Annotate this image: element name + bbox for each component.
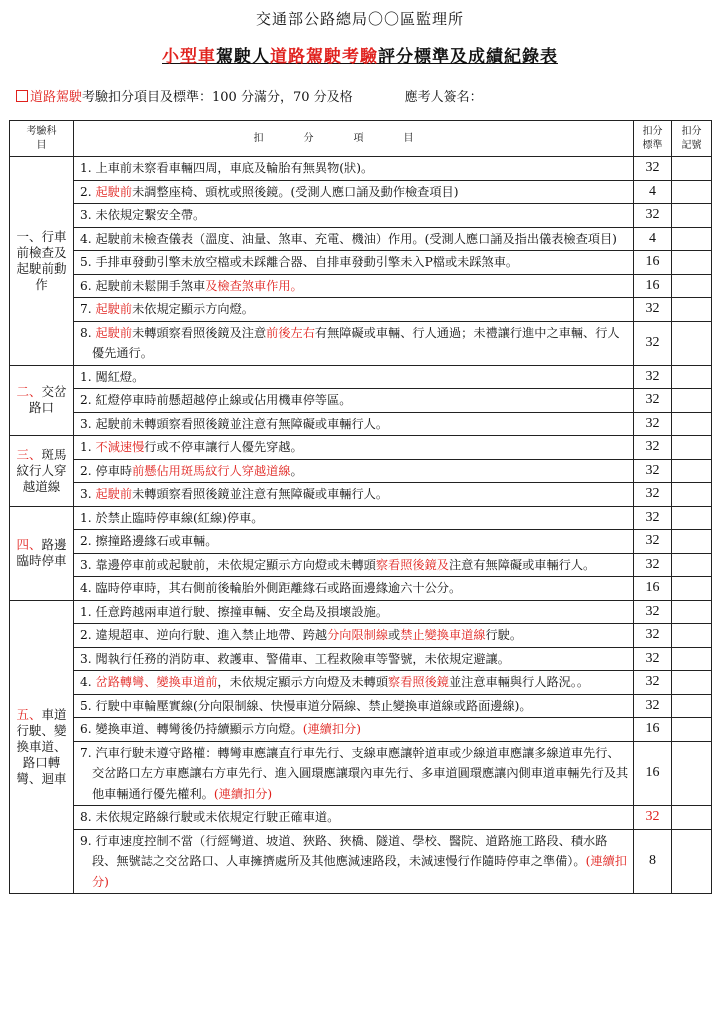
record-cell[interactable] [672,365,712,389]
table-row [10,577,712,601]
record-cell[interactable] [672,806,712,830]
header-items: 扣分項目 [74,121,634,157]
item-text [80,484,629,505]
item-cell [74,412,634,436]
deduct-score: 32 [634,530,672,554]
item-text-part: 行駛。 [485,628,523,642]
item-cell [74,298,634,322]
category-cell [10,506,74,600]
record-cell[interactable] [672,436,712,460]
table-row [10,506,712,530]
deduct-score: 32 [634,459,672,483]
deduct-score: 32 [634,412,672,436]
item-cell [74,829,634,894]
item-cell [74,459,634,483]
table-row [10,553,712,577]
deduct-score: 32 [634,671,672,695]
deduct-score: 32 [634,647,672,671]
table-row [10,741,712,806]
item-text-part: 1. 任意跨越兩車道行駛、擦撞車輛、安全島及損壞設施。 [80,604,389,619]
table-row [10,274,712,298]
table-header-row [10,121,712,157]
item-cell [74,671,634,695]
item-text [80,531,629,552]
item-text-part: 8. [80,325,96,340]
category-label: 斑馬紋行人穿越道線 [16,446,67,494]
item-text [80,672,629,693]
item-cell [74,436,634,460]
record-cell[interactable] [672,389,712,413]
info-label: 考驗扣分項目及標準：100 分滿分，70 分及格 [82,90,353,105]
deduct-score: 32 [634,389,672,413]
table-row [10,694,712,718]
record-cell[interactable] [672,553,712,577]
item-text-part: 前後左右 [266,325,315,340]
item-text-part: 3. 靠邊停車前或起駛前，未依規定顯示方向燈或未轉頭 [80,557,376,572]
item-text-part: 有無障礙或車輛、行人通過；未禮讓行進中之車輛、行人優先通行。 [92,325,620,360]
examinee-signature-label: 應考人簽名： [404,90,483,105]
record-cell[interactable] [672,227,712,251]
item-text-part: 1. 上車前未察看車輛四周，車底及輪胎有無異物(狀)。 [80,161,374,175]
item-text-part: 1. 闖紅燈。 [80,369,145,384]
item-text [80,831,629,893]
item-text [80,252,629,273]
table-row [10,227,712,251]
deduct-score: 32 [634,600,672,624]
item-text-part: 2. [80,184,96,199]
item-text [80,508,629,529]
item-text [80,437,629,458]
item-text-part: (連續扣分) [213,786,273,801]
item-text-part: 2. 違規超車、逆向行駛、進入禁止地帶、跨越 [80,628,328,642]
item-text-part: 察看照後鏡及 [375,557,449,572]
table-row [10,298,712,322]
category-cell [10,600,74,894]
category-label: 車道行駛、變換車道、路口轉彎、迴車 [16,706,67,786]
record-cell[interactable] [672,298,712,322]
record-cell[interactable] [672,600,712,624]
deduct-score: 16 [634,274,672,298]
deduct-score: 32 [634,204,672,228]
item-text [80,158,629,179]
category-label: 交岔路口 [28,384,67,416]
table-row [10,806,712,830]
deduct-score: 32 [634,506,672,530]
category-cell [10,157,74,366]
item-cell [74,741,634,806]
organization-name: 交通部公路總局〇〇區監理所 [255,10,464,28]
item-cell [74,365,634,389]
item-text-part: 起駛前 [95,184,133,199]
table-row [10,321,712,365]
item-text-part: 察看照後鏡 [388,675,449,689]
header-record: 扣分記號 [672,121,712,157]
item-cell [74,530,634,554]
item-text [80,205,629,226]
item-text [80,323,629,364]
item-text [80,602,629,623]
record-cell[interactable] [672,694,712,718]
table-row [10,459,712,483]
item-cell [74,624,634,648]
record-cell[interactable] [672,506,712,530]
item-text-part: 行或不停車讓行人優先穿越。 [144,440,303,454]
category-number: 二、 [16,384,42,400]
item-text [80,276,629,297]
item-text [80,649,629,670]
deduct-score: 32 [634,365,672,389]
deduct-score: 32 [634,321,672,365]
item-cell [74,389,634,413]
item-text-part: 4. [80,675,96,689]
item-text-part: 4. 臨時停車時，其右側前後輪胎外側距離緣石或路面邊緣逾六十公分。 [80,581,462,595]
table-row [10,647,712,671]
item-text [80,625,629,646]
item-text-part: 分向限制線 [327,628,389,642]
item-text-part: 岔路轉彎、變換車道前 [95,675,218,689]
item-text [80,719,629,740]
item-cell [74,577,634,601]
item-text-part: 5. 行駛中車輪壓實線(分向限制線、快慢車道分隔線、禁止變換車道線或路面邊線)。 [80,698,532,713]
item-text-part: 。 [290,463,303,478]
item-text-part: 3. 起駛前未轉頭察看照後鏡並注意有無障礙或車輛行人。 [80,416,389,431]
table-body [10,157,712,894]
item-text-part: (連續扣分) [302,722,361,736]
table-row [10,436,712,460]
checkbox[interactable] [16,90,28,102]
item-text-part: 6. 變換車道、轉彎後仍持續顯示方向燈。 [80,722,303,736]
deduct-score: 16 [634,718,672,742]
item-text-part: 注意有無障礙或車輛行人。 [448,557,596,572]
record-cell[interactable] [672,577,712,601]
table-row [10,718,712,742]
item-text-part: 5. 手排車發動引擎未放空檔或未踩離合器、自排車發動引擎未入P檔或未踩煞車。 [80,255,519,269]
deduct-score: 16 [634,251,672,275]
deduct-score: 16 [634,577,672,601]
record-cell[interactable] [672,321,712,365]
item-text [80,578,629,599]
table-row [10,530,712,554]
record-cell[interactable] [672,671,712,695]
item-cell [74,718,634,742]
item-text-part: 起駛前 [95,487,133,501]
record-cell[interactable] [672,741,712,806]
table-row [10,412,712,436]
item-text-part: 3. 未依規定繫安全帶。 [80,208,206,222]
item-text [80,367,629,388]
item-text-part: 未轉頭察看照後鏡及注意 [132,325,267,340]
item-text [80,743,629,805]
item-text-part: 9. 行車速度控制不當（行經彎道、坡道、狹路、狹橋、隧道、學校、醫院、道路施工路段、積水路段、無號誌之交岔路口、人車擁擠處所及其他應減速路段，未減速慢行作隨時停車之準備）。 [80,833,608,868]
item-text [80,414,629,435]
item-text-part: 3. [80,487,96,501]
item-cell [74,274,634,298]
record-cell[interactable] [672,459,712,483]
category-cell [10,365,74,436]
item-text-part: 起駛前 [95,325,133,340]
record-cell[interactable] [672,624,712,648]
score-table [9,120,712,894]
title-part: 駕駛人 [216,47,270,67]
table-row [10,365,712,389]
item-text-part: 1. [80,440,96,454]
item-text-part: 並注意車輛與行人路況。。 [448,675,590,689]
header-deduct: 扣分標準 [634,121,672,157]
form-title [0,42,720,67]
deduct-score: 32 [634,624,672,648]
item-text [80,696,629,717]
deduct-score: 32 [634,298,672,322]
header-category: 考驗科目 [10,121,74,157]
deduct-score: 32 [634,436,672,460]
category-label: 路邊臨時停車 [16,537,67,568]
title-part: 評分標準及成績紀錄表 [378,47,558,67]
item-text-part: 3. 聞執行任務的消防車、救護車、警備車、工程救險車等警號，未依規定避讓。 [80,651,510,666]
deduct-score: 4 [634,227,672,251]
item-text-part: 2. 擦撞路邊緣石或車輛。 [80,534,218,548]
title-part: 道路駕駛考驗 [270,47,378,67]
category-number: 五、 [16,706,42,722]
table-row [10,251,712,275]
record-cell[interactable] [672,530,712,554]
item-cell [74,157,634,181]
record-cell[interactable] [672,483,712,507]
record-cell[interactable] [672,647,712,671]
deduct-score: 8 [634,829,672,894]
item-text-part: (連續扣分) [92,854,627,889]
deduct-score: 32 [634,483,672,507]
item-text [80,807,629,828]
item-text-part: 7. 汽車行駛未遵守路權：轉彎車應讓直行車先行、支線車應讓幹道車或少線道車應讓多線道車先行、交岔路口左方車應讓右方車先行、進入圓環應讓環內車先行、多車道圓環應讓內側車道車輛先行及其他車輛通行優先權利。 [80,745,629,801]
table-row [10,483,712,507]
item-text-part: 或 [388,628,401,642]
item-text-part: 起駛前 [95,302,133,316]
record-cell[interactable] [672,251,712,275]
item-cell [74,251,634,275]
item-text-part: 未轉頭察看照後鏡並注意有無障礙或車輛行人。 [132,487,389,501]
category-number: 三、 [16,446,42,462]
item-text-part: 不減速慢 [95,440,145,454]
item-cell [74,694,634,718]
table-row [10,600,712,624]
item-text-part: 2. 停車時 [80,463,133,478]
item-cell [74,227,634,251]
deduct-score: 32 [634,694,672,718]
info-label-red: 道路駕駛 [30,90,83,105]
record-cell[interactable] [672,718,712,742]
deduct-score: 32 [634,806,672,830]
record-cell[interactable] [672,829,712,894]
item-cell [74,506,634,530]
item-text [80,229,629,250]
item-text-part: 1. 於禁止臨時停車線(紅線)停車。 [80,510,264,525]
table-row [10,624,712,648]
item-text-part: 7. [80,302,96,316]
item-text-part: 6. 起駛前未鬆開手煞車 [80,278,206,293]
item-cell [74,321,634,365]
category-cell [10,436,74,507]
table-row [10,829,712,894]
item-text-part: 2. 紅燈停車時前懸超越停止線或佔用機車停等區。 [80,393,352,407]
item-text [80,299,629,320]
item-text [80,555,629,576]
record-cell[interactable] [672,157,712,181]
deduct-score: 32 [634,157,672,181]
item-cell [74,600,634,624]
item-cell [74,204,634,228]
deduct-score: 4 [634,180,672,204]
item-cell [74,553,634,577]
item-text-part: 及檢查煞車作用。 [205,278,303,293]
table-row [10,389,712,413]
table-row [10,204,712,228]
deduct-score: 32 [634,553,672,577]
category-label: 一、行車前檢查及起駛前動作 [16,228,67,292]
category-number: 四、 [16,537,42,552]
deduct-score: 16 [634,741,672,806]
item-cell [74,180,634,204]
item-text [80,390,629,411]
item-text [80,461,629,482]
item-text-part: 未調整座椅、頭枕或照後鏡。(受測人應口誦及動作檢查項目) [132,184,459,199]
item-text [80,182,629,203]
item-text-part: 未依規定顯示方向燈。 [132,302,254,316]
item-cell [74,647,634,671]
table-row [10,671,712,695]
item-text-part: 前懸佔用斑馬紋行人穿越道線 [132,463,291,478]
record-cell[interactable] [672,274,712,298]
item-text-part: 禁止變換車道線 [400,628,486,642]
item-cell [74,483,634,507]
item-cell [74,806,634,830]
table-row [10,157,712,181]
record-cell[interactable] [672,204,712,228]
record-cell[interactable] [672,180,712,204]
table-row [10,180,712,204]
item-text-part: ，未依規定顯示方向燈及未轉頭 [217,675,389,689]
item-text-part: 4. 起駛前未檢查儀表（溫度、油量、煞車、充電、機油）作用。(受測人應口誦及指出儀表檢查項目) [80,231,617,246]
info-line [16,86,706,105]
record-cell[interactable] [672,412,712,436]
item-text-part: 8. 未依規定路線行駛或未依規定行駛正確車道。 [80,810,340,824]
title-part: 小型車 [162,47,216,67]
